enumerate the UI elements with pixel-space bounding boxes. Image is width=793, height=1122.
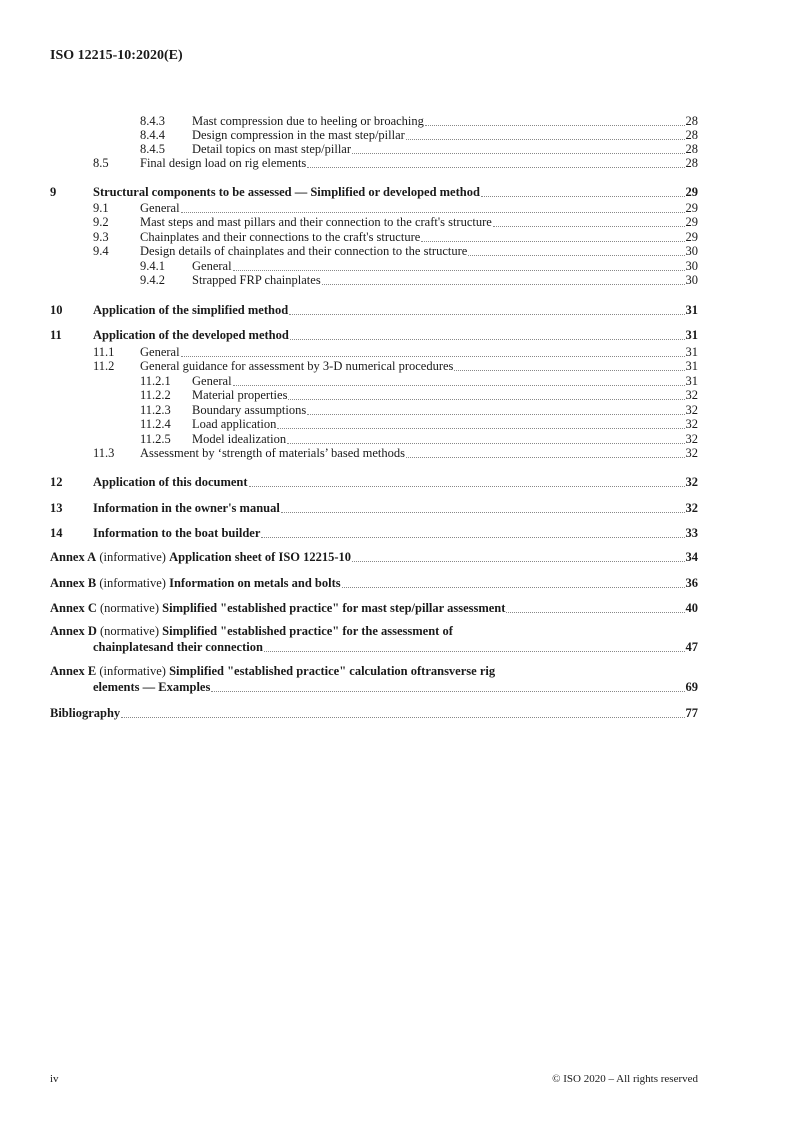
dot-leader: [406, 456, 685, 458]
annex-page: 69: [685, 680, 698, 694]
toc-entry-title: Mast compression due to heeling or broaching: [192, 114, 424, 128]
annex-title: Information on metals and bolts: [169, 576, 341, 590]
toc-annex-entry[interactable]: [50, 576, 698, 591]
dot-leader: [493, 225, 685, 227]
toc-entry-number: 9.3: [93, 230, 109, 244]
toc-entry-title: Mast steps and mast pillars and their connection to the craft's structure: [140, 215, 492, 229]
toc-annex-entry[interactable]: [50, 624, 698, 655]
document-id-header: ISO 12215-10:2020(E): [50, 48, 183, 63]
annex-type: (informative): [99, 576, 166, 590]
toc-entry-title: Load application: [192, 417, 277, 431]
toc-entry-page: 31: [685, 359, 698, 373]
toc-entry[interactable]: [50, 374, 698, 389]
toc-entry-number: 9: [50, 185, 57, 199]
dot-leader: [454, 369, 684, 371]
toc-entry-title: Final design load on rig elements: [140, 156, 307, 170]
dot-leader: [290, 338, 685, 340]
toc-entry[interactable]: [50, 273, 698, 288]
toc-entry-number: 14: [50, 526, 63, 540]
toc-entry-page: 28: [685, 128, 698, 142]
toc-entry-title: Boundary assumptions: [192, 403, 307, 417]
toc-entry-page: 32: [685, 403, 698, 417]
toc-entry-number: 11.2: [93, 359, 115, 373]
annex-type: (informative): [99, 664, 166, 678]
annex-page: 34: [685, 550, 698, 564]
toc-entry[interactable]: [50, 388, 698, 403]
toc-entry-title: Information in the owner's manual: [93, 501, 280, 515]
toc-entry[interactable]: [50, 303, 698, 318]
annex-page: 47: [685, 640, 698, 654]
toc-entry-title: General: [192, 374, 232, 388]
toc-entry-page: 31: [685, 328, 698, 342]
dot-leader: [352, 560, 684, 562]
toc-entry-number: 8.5: [93, 156, 109, 170]
annex-label: Annex C: [50, 601, 97, 615]
toc-entry[interactable]: [50, 446, 698, 461]
dot-leader: [342, 586, 685, 588]
toc-bibliography-entry[interactable]: [50, 706, 698, 721]
toc-entry-number: 11.2.1: [140, 374, 171, 388]
dot-leader: [181, 211, 685, 213]
dot-leader: [352, 152, 685, 154]
dot-leader: [406, 138, 685, 140]
toc-entry[interactable]: [50, 185, 698, 200]
toc-entry[interactable]: [50, 432, 698, 447]
dot-leader: [121, 716, 684, 718]
toc-entry-page: 28: [685, 156, 698, 170]
toc-entry-title: Application of this document: [93, 475, 248, 489]
dot-leader: [281, 511, 685, 513]
toc-entry-page: 30: [685, 259, 698, 273]
annex-page: 40: [685, 601, 698, 615]
toc-entry-page: 32: [685, 446, 698, 460]
toc-entry-page: 29: [685, 201, 698, 215]
toc-entry-number: 13: [50, 501, 63, 515]
annex-type: (normative): [100, 601, 160, 615]
dot-leader: [506, 611, 684, 613]
dot-leader: [249, 485, 685, 487]
toc-annex-entry[interactable]: [50, 664, 698, 695]
toc-entry[interactable]: [50, 201, 698, 216]
toc-entry-number: 9.4.1: [140, 259, 165, 273]
dot-leader: [421, 240, 684, 242]
dot-leader: [233, 384, 685, 386]
toc-entry-number: 11.3: [93, 446, 115, 460]
toc-entry-number: 11: [50, 328, 62, 342]
annex-title: Simplified "established practice" calculation oftransverse rig: [169, 664, 496, 678]
annex-label: Annex B: [50, 576, 97, 590]
toc-entry[interactable]: [50, 142, 698, 157]
toc-entry-page: 28: [685, 114, 698, 128]
annex-label: Annex A: [50, 550, 97, 564]
toc-entry[interactable]: [50, 156, 698, 171]
toc-entry-page: 30: [685, 273, 698, 287]
toc-entry-title: General guidance for assessment by 3-D numerical procedures: [140, 359, 454, 373]
toc-entry[interactable]: [50, 501, 698, 516]
dot-leader: [277, 427, 684, 429]
toc-entry-title: Detail topics on mast step/pillar: [192, 142, 351, 156]
toc-entry-title: Model idealization: [192, 432, 287, 446]
dot-leader: [468, 254, 684, 256]
annex-title: Simplified "established practice" for the assessment of: [162, 624, 453, 638]
dot-leader: [288, 398, 684, 400]
toc-entry-page: 31: [685, 303, 698, 317]
toc-entry-number: 11.2.2: [140, 388, 171, 402]
toc-entry-title: Information to the boat builder: [93, 526, 261, 540]
toc-entry-page: 29: [685, 215, 698, 229]
toc-entry[interactable]: [50, 114, 698, 129]
toc-entry-page: 31: [685, 345, 698, 359]
toc-entry[interactable]: [50, 345, 698, 360]
dot-leader: [307, 166, 684, 168]
toc-entry-title: Structural components to be assessed — Simplified or developed method: [93, 185, 480, 199]
toc-entry-page: 33: [685, 526, 698, 540]
toc-entry-page: 32: [685, 475, 698, 489]
dot-leader: [181, 355, 685, 357]
toc-entry-number: 11.2.5: [140, 432, 171, 446]
toc-entry-number: 8.4.3: [140, 114, 165, 128]
toc-entry-page: 29: [685, 185, 698, 199]
toc-entry-title: Application of the developed method: [93, 328, 289, 342]
toc-entry-title: Application of the simplified method: [93, 303, 289, 317]
toc-entry[interactable]: [50, 417, 698, 432]
annex-title-continued: chainplatesand their connection: [93, 640, 263, 654]
toc-entry-page: 32: [685, 388, 698, 402]
dot-leader: [211, 690, 684, 692]
dot-leader: [307, 413, 684, 415]
toc-entry-page: 28: [685, 142, 698, 156]
toc-entry-number: 12: [50, 475, 63, 489]
toc-entry-page: 29: [685, 230, 698, 244]
bibliography-title: Bibliography: [50, 706, 121, 720]
toc-annex-entry[interactable]: [50, 601, 698, 616]
dot-leader: [261, 536, 684, 538]
dot-leader: [233, 269, 685, 271]
toc-entry-title: Chainplates and their connections to the craft's structure: [140, 230, 421, 244]
dot-leader: [322, 283, 685, 285]
toc-entry[interactable]: [50, 230, 698, 245]
annex-title: Simplified "established practice" for mast step/pillar assessment: [162, 601, 506, 615]
annex-label: Annex D: [50, 624, 97, 638]
toc-entry-number: 8.4.5: [140, 142, 165, 156]
toc-entry[interactable]: [50, 259, 698, 274]
dot-leader: [425, 124, 685, 126]
copyright-notice: © ISO 2020 – All rights reserved: [552, 1073, 698, 1085]
toc-entry-page: 30: [685, 244, 698, 258]
dot-leader: [289, 313, 684, 315]
toc-entry-title: Assessment by ‘strength of materials’ based methods: [140, 446, 405, 460]
toc-entry[interactable]: [50, 328, 698, 343]
bibliography-page: 77: [685, 706, 698, 720]
toc-entry-page: 31: [685, 374, 698, 388]
annex-title-continued: elements — Examples: [93, 680, 211, 694]
page-number: iv: [50, 1073, 59, 1085]
toc-entry-number: 10: [50, 303, 63, 317]
annex-type: (informative): [99, 550, 166, 564]
annex-title: Application sheet of ISO 12215-10: [169, 550, 352, 564]
dot-leader: [287, 442, 684, 444]
toc-annex-entry[interactable]: [50, 550, 698, 565]
toc-entry[interactable]: [50, 215, 698, 230]
toc-entry-title: General: [140, 201, 180, 215]
toc-entry-title: Design details of chainplates and their connection to the structure: [140, 244, 468, 258]
toc-entry-number: 9.2: [93, 215, 109, 229]
annex-type: (normative): [100, 624, 160, 638]
toc-entry[interactable]: [50, 244, 698, 259]
toc-entry-number: 11.2.4: [140, 417, 171, 431]
toc-entry[interactable]: [50, 359, 698, 374]
toc-entry-title: General: [140, 345, 180, 359]
annex-label: Annex E: [50, 664, 97, 678]
toc-entry-number: 9.4.2: [140, 273, 165, 287]
toc-entry[interactable]: [50, 526, 698, 541]
toc-entry-number: 9.1: [93, 201, 109, 215]
toc-entry-page: 32: [685, 417, 698, 431]
toc-entry-page: 32: [685, 432, 698, 446]
toc-entry-title: Design compression in the mast step/pillar: [192, 128, 405, 142]
toc-entry-title: General: [192, 259, 232, 273]
toc-entry[interactable]: [50, 403, 698, 418]
toc-entry[interactable]: [50, 475, 698, 490]
toc-entry-number: 11.2.3: [140, 403, 171, 417]
annex-page: 36: [685, 576, 698, 590]
toc-entry-number: 9.4: [93, 244, 109, 258]
toc-entry-page: 32: [685, 501, 698, 515]
toc-entry[interactable]: [50, 128, 698, 143]
toc-entry-title: Material properties: [192, 388, 288, 402]
toc-entry-number: 8.4.4: [140, 128, 165, 142]
dot-leader: [264, 650, 685, 652]
toc-entry-title: Strapped FRP chainplates: [192, 273, 321, 287]
dot-leader: [481, 195, 685, 197]
toc-entry-number: 11.1: [93, 345, 115, 359]
